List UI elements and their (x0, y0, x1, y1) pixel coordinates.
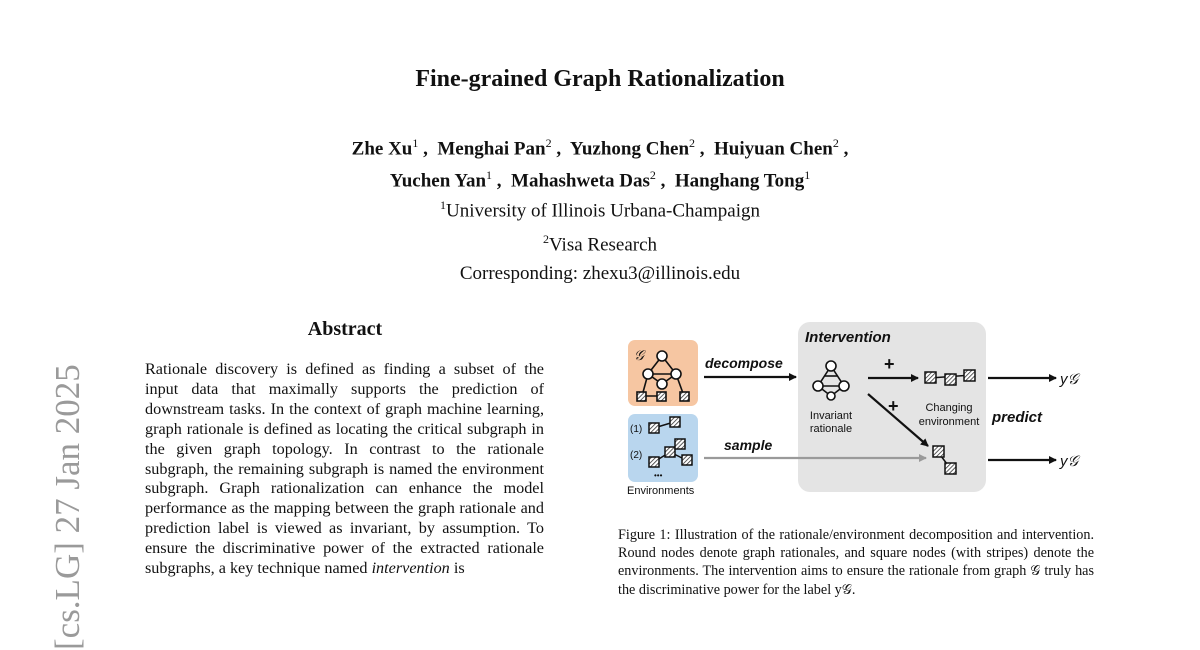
predict-label: predict (992, 409, 1043, 426)
figure-caption: Figure 1: Illustration of the rationale/environment decomposition and intervention. Round nodes denote graph rationales, and square nodes (with stripes) denote the environments. The intervention aims to ensure the rationale from graph 𝒢 truly has the discriminative power for the label y𝒢. (618, 527, 1094, 598)
author-affil-mark: 1 (486, 168, 493, 183)
author-affil-mark: 2 (689, 136, 696, 150)
graph-symbol: 𝒢 (634, 347, 644, 363)
env-ellipsis: ••• (654, 471, 663, 480)
figure-1-diagram (612, 318, 1092, 500)
affiliation-2: $^2$Visa Research (542, 232, 658, 256)
paper-title: Fine-grained Graph Rationalization (415, 66, 785, 92)
author-affil-mark: 2 (649, 168, 656, 183)
plus-sign-bottom: + (888, 396, 899, 416)
plus-sign-top: + (884, 354, 895, 374)
abstract-emphasis: intervention (371, 559, 450, 578)
affiliations (0, 191, 1200, 288)
intervention-label: Intervention (805, 329, 891, 346)
author-name: Menghai Pan (437, 138, 546, 160)
author-line-2: Yuchen Yan$^1$ , Mahashweta Das$^2$ , Hanghang Tong$^1$ (389, 168, 811, 192)
author-affil-mark: 1 (412, 136, 419, 150)
output-label-bottom: y𝒢 (1060, 453, 1079, 470)
author-name: Hanghang Tong (674, 170, 805, 192)
env-label-1: (1) (630, 424, 643, 435)
author-list (0, 130, 1200, 195)
environments-label: Environments (627, 485, 695, 497)
author-affil-mark: 2 (545, 136, 552, 150)
arxiv-stamp: [cs.LG] 27 Jan 2025 (48, 364, 87, 650)
decompose-label: decompose (705, 355, 783, 371)
author-affil-mark: 1 (804, 168, 811, 183)
changing-environment-label-1: Changing (925, 402, 973, 414)
changing-environment-label-2: environment (918, 416, 980, 428)
corresponding-author: Corresponding: zhexu3@illinois.edu (459, 262, 741, 284)
affiliation-1: $^1$University of Illinois Urbana-Champaign (440, 198, 760, 222)
author-line-1: Zhe Xu$^1$ , Menghai Pan$^2$ , Yuzhong Chen$^2$ , Huiyuan Chen$^2$ , (351, 136, 849, 160)
invariant-rationale-label-2: rationale (809, 423, 853, 435)
abstract-body: Rationale discovery is defined as finding a subset of the input data that maximally supports the prediction of downstream tasks. In the context of graph machine learning, graph rationale is defined as locating the critical subgraph in the given graph topology. In contrast to the rationale subgraph, the remaining subgraph is named the environment subgraph. Graph rationalization can enhance the model performance as the mapping between the graph rationale and prediction label is viewed as invariant, by assumption. To ensure the discriminative power of the extracted rationale subgraphs, a key technique named intervention is (145, 360, 544, 578)
author-name: Huiyuan Chen (714, 138, 833, 160)
env-label-2: (2) (630, 450, 643, 461)
output-label-top: y𝒢 (1060, 371, 1079, 388)
author-name: Mahashweta Das (511, 170, 650, 192)
author-name: Yuzhong Chen (569, 138, 690, 160)
invariant-rationale-label-1: Invariant (809, 410, 853, 422)
author-affil-mark: 2 (832, 136, 839, 150)
author-name: Zhe Xu (351, 138, 413, 160)
author-name: Yuchen Yan (389, 170, 487, 192)
sample-label: sample (724, 437, 773, 453)
abstract-heading: Abstract (307, 318, 383, 340)
